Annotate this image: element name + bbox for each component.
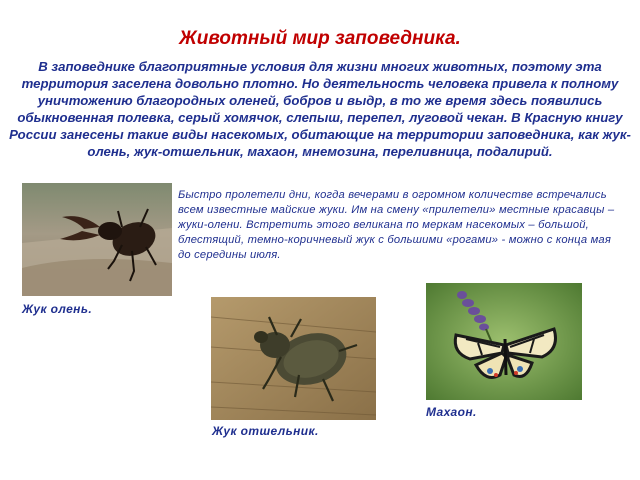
- stag-beetle-description: Быстро пролетели дни, когда вечерами в огромном количестве встречались всем известные майские жуки. Им на смену «прилетели» местные красавцы – жуки-олени. Встретить этого великана по меркам насекомых – большой, блестящий, темно-коричневый жук с большими «рогами» - можно с конца мая до середины июля.: [178, 189, 615, 261]
- stag-beetle-photo: [22, 183, 172, 296]
- hermit-beetle-caption: Жук отшельник.: [212, 424, 319, 438]
- stag-beetle-caption: Жук олень.: [22, 302, 93, 316]
- intro-paragraph: В заповеднике благоприятные условия для жизни многих животных, поэтому эта территория заселена довольно плотно. Но деятельность человека привела к полному уничтожению благородных оленей, бобров и выдр, в то же время здесь появились обыкновенная полевка, серый хомячок, слепыш, перепел, луговой чекан. В Красную книгу России занесены такие виды насекомых, обитающие на территории заповедника, как жук-олень, жук-отшельник, махаон, мнемозина, переливница, подалирий.: [9, 59, 631, 159]
- swallowtail-caption: Махаон.: [426, 405, 477, 419]
- hermit-beetle-photo: [211, 297, 376, 420]
- slide-title: Животный мир заповедника.: [179, 28, 461, 49]
- swallowtail-butterfly-photo: [426, 283, 582, 400]
